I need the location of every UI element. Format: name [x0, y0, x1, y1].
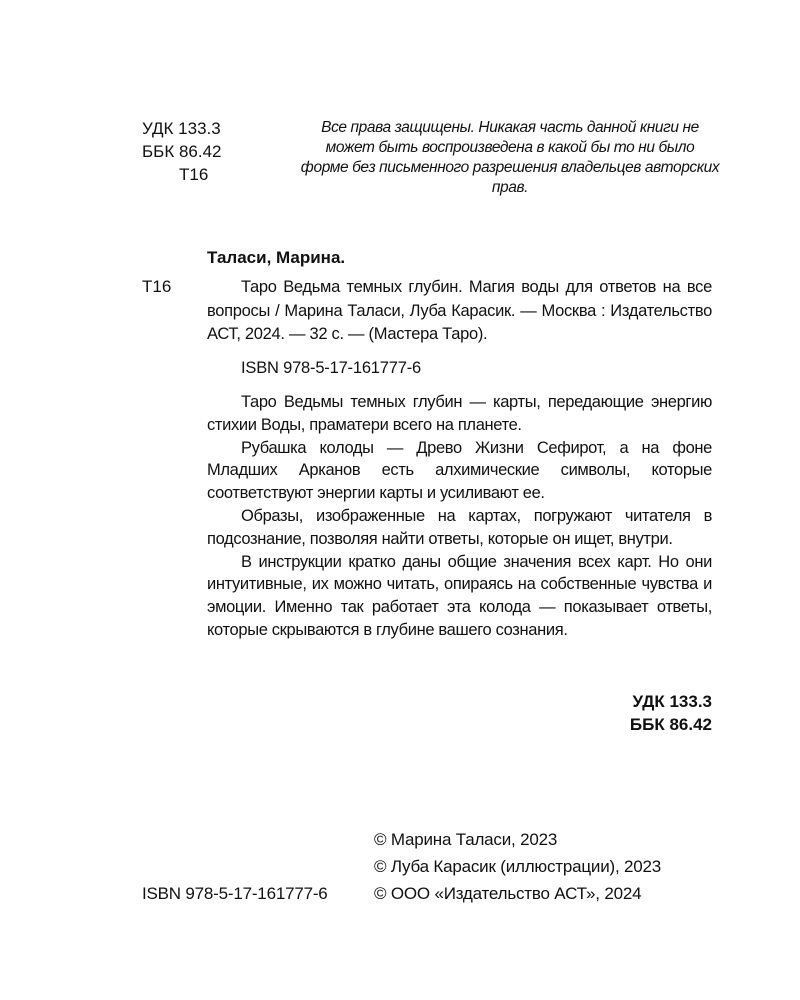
annotation-paragraph: Рубашка колоды — Древо Жизни Сефирот, а на фоне Младших Арканов есть алхимические символы, которые соответствуют энергии карты и усиливают ее. — [207, 438, 712, 503]
annotation-paragraph: Образы, изображенные на картах, погружают читателя в подсознание, позволяя найти ответы, которые он ищет, внутри. — [207, 506, 712, 548]
author-sign-top: Т16 — [179, 165, 209, 184]
udk-code-top: УДК 133.3 — [142, 119, 221, 138]
copyright-line: © ООО «Издательство АСТ», 2024 — [374, 884, 642, 903]
classification-block-top — [142, 117, 221, 186]
udk-code-bottom: УДК 133.3 — [632, 692, 712, 711]
bibliographic-record: Таро Ведьма темных глубин. Магия воды для ответов на все вопросы / Марина Таласи, Луба Карасик. — Москва : Издательство АСТ, 2024. — 32 с. — (Мастера Таро). — [207, 278, 712, 343]
copyright-line: © Марина Таласи, 2023 — [374, 830, 558, 849]
bbk-code-bottom: ББК 86.42 — [629, 715, 712, 734]
annotation — [207, 391, 712, 642]
copyright-line: © Луба Карасик (иллюстрации), 2023 — [374, 857, 662, 876]
isbn-bottom: ISBN 978-5-17-161777-6 — [142, 884, 328, 903]
bbk-code-top: ББК 86.42 — [142, 142, 222, 161]
annotation-paragraph: В инструкции кратко даны общие значения всех карт. Но они интуитивные, их можно читать, опираясь на собственные чувства и эмоции. Именно так работает эта колода — показывает ответы, которые скрываются в глубине вашего сознания. — [207, 552, 712, 639]
rights-notice: Все права защищены. Никакая часть данной книги не может быть воспроизведена в какой бы то ни было форме без письменного разрешения владельцев авторских прав. — [300, 119, 720, 196]
author-heading: Таласи, Марина. — [207, 248, 346, 267]
classification-block-bottom — [560, 690, 712, 736]
copyright-block — [374, 826, 661, 907]
author-sign: Т16 — [142, 277, 172, 296]
isbn-record: ISBN 978-5-17-161777-6 — [241, 359, 421, 377]
annotation-paragraph: Таро Ведьмы темных глубин — карты, передающие энергию стихии Воды, праматери всего на планете. — [207, 393, 712, 434]
